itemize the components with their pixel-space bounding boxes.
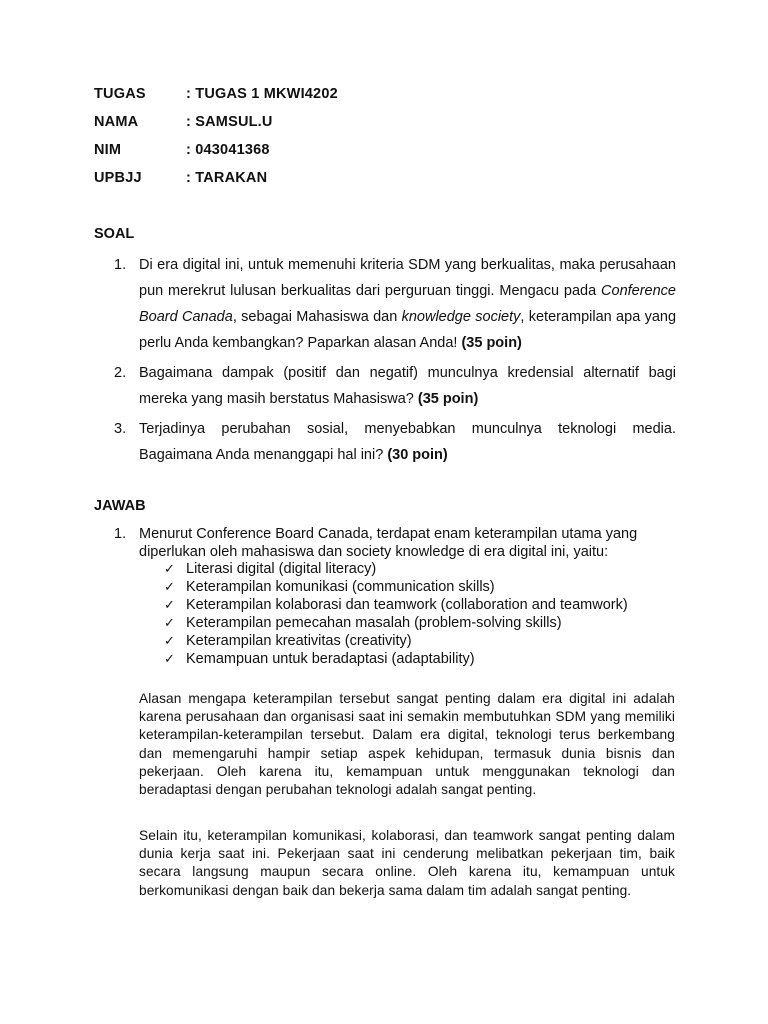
question-item: [114, 252, 676, 356]
answer-number: 1.: [114, 526, 127, 542]
question-list: [114, 252, 676, 472]
header-label: TUGAS: [94, 86, 146, 102]
text-run: Di era digital ini, untuk memenuhi kriteria SDM yang berkualitas, maka perusahaan pun merekrut lulusan berkualitas dari perguruan tinggi. Mengacu pada: [139, 257, 676, 299]
checkmark-icon: ✓: [164, 633, 175, 648]
skill-item: [164, 614, 628, 632]
question-text: [139, 416, 676, 468]
skill-checklist: [164, 560, 628, 668]
text-run: Bagaimana dampak (positif dan negatif) munculnya kredensial alternatif bagi mereka yang masih berstatus Mahasiswa?: [139, 365, 676, 407]
header-row-upbjj: [94, 170, 338, 198]
header-label: NAMA: [94, 114, 139, 130]
skill-label: Keterampilan kreativitas (creativity): [186, 633, 412, 649]
answer-intro-text: Menurut Conference Board Canada, terdapat enam keterampilan utama yang diperlukan oleh mahasiswa dan society knowledge di era digital ini, yaitu:: [139, 526, 638, 560]
soal-heading: SOAL: [94, 226, 135, 242]
checkmark-icon: ✓: [164, 615, 175, 630]
header-row-nim: [94, 142, 338, 170]
points-label: (35 poin): [417, 391, 479, 407]
skill-item: [164, 578, 628, 596]
skill-label: Keterampilan kolaborasi dan teamwork (collaboration and teamwork): [186, 597, 628, 613]
header-value: : SAMSUL.U: [186, 114, 273, 130]
skill-item: [164, 596, 628, 614]
answer-intro: [114, 525, 676, 561]
checkmark-icon: ✓: [164, 651, 175, 666]
skill-item: [164, 632, 628, 650]
skill-item: [164, 560, 628, 578]
jawab-heading: JAWAB: [94, 498, 146, 514]
question-item: [114, 360, 676, 412]
header-row-nama: [94, 114, 338, 142]
checkmark-icon: ✓: [164, 579, 175, 594]
skill-label: Literasi digital (digital literacy): [186, 561, 377, 577]
skill-item: [164, 650, 628, 668]
checkmark-icon: ✓: [164, 561, 175, 576]
italic-term: Conference Board Canada: [139, 283, 676, 325]
header-label: UPBJJ: [94, 170, 142, 186]
question-number: 3.: [114, 421, 127, 437]
question-text: [139, 252, 676, 356]
header-value: : 043041368: [186, 142, 270, 158]
skill-label: Kemampuan untuk beradaptasi (adaptability): [186, 651, 475, 667]
text-run: , keterampilan apa yang perlu Anda kembangkan? Paparkan alasan Anda!: [139, 309, 677, 351]
header-value: : TUGAS 1 MKWI4202: [186, 86, 338, 102]
assignment-header: [94, 86, 338, 198]
checkmark-icon: ✓: [164, 597, 175, 612]
points-label: (35 poin): [461, 335, 522, 351]
skill-label: Keterampilan pemecahan masalah (problem-solving skills): [186, 615, 562, 631]
italic-term: knowledge society: [401, 309, 521, 325]
question-number: 2.: [114, 365, 127, 381]
text-run: Terjadinya perubahan sosial, menyebabkan munculnya teknologi media. Bagaimana Anda menanggapi hal ini?: [139, 421, 676, 463]
answer-row: [114, 525, 676, 561]
text-run: , sebagai Mahasiswa dan: [232, 309, 402, 325]
points-label: (30 poin): [387, 447, 448, 463]
answer-paragraph-1: Alasan mengapa keterampilan tersebut sangat penting dalam era digital ini adalah karena perusahaan dan organisasi saat ini semakin membutuhkan SDM yang memiliki keterampilan-keterampilan tersebut. Dalam era digital, teknologi terus berkembang dan memengaruhi hampir setiap aspek kehidupan, termasuk dunia bisnis dan pekerjaan. Oleh karena itu, kemampuan untuk menggunakan teknologi dan beradaptasi dengan perubahan teknologi adalah sangat penting.: [139, 690, 675, 798]
header-label: NIM: [94, 142, 122, 158]
question-item: [114, 416, 676, 468]
header-value: : TARAKAN: [186, 170, 268, 186]
header-row-tugas: [94, 86, 338, 114]
answer-paragraph-2: Selain itu, keterampilan komunikasi, kolaborasi, dan teamwork sangat penting dalam dunia kerja saat ini. Pekerjaan saat ini cenderung melibatkan pekerjaan tim, baik secara langsung maupun secara online. Oleh karena itu, kemampuan untuk berkomunikasi dengan baik dan bekerja sama dalam tim adalah sangat penting.: [139, 827, 675, 898]
skill-label: Keterampilan komunikasi (communication skills): [186, 579, 495, 595]
question-text: [139, 360, 676, 412]
question-number: 1.: [114, 257, 127, 273]
